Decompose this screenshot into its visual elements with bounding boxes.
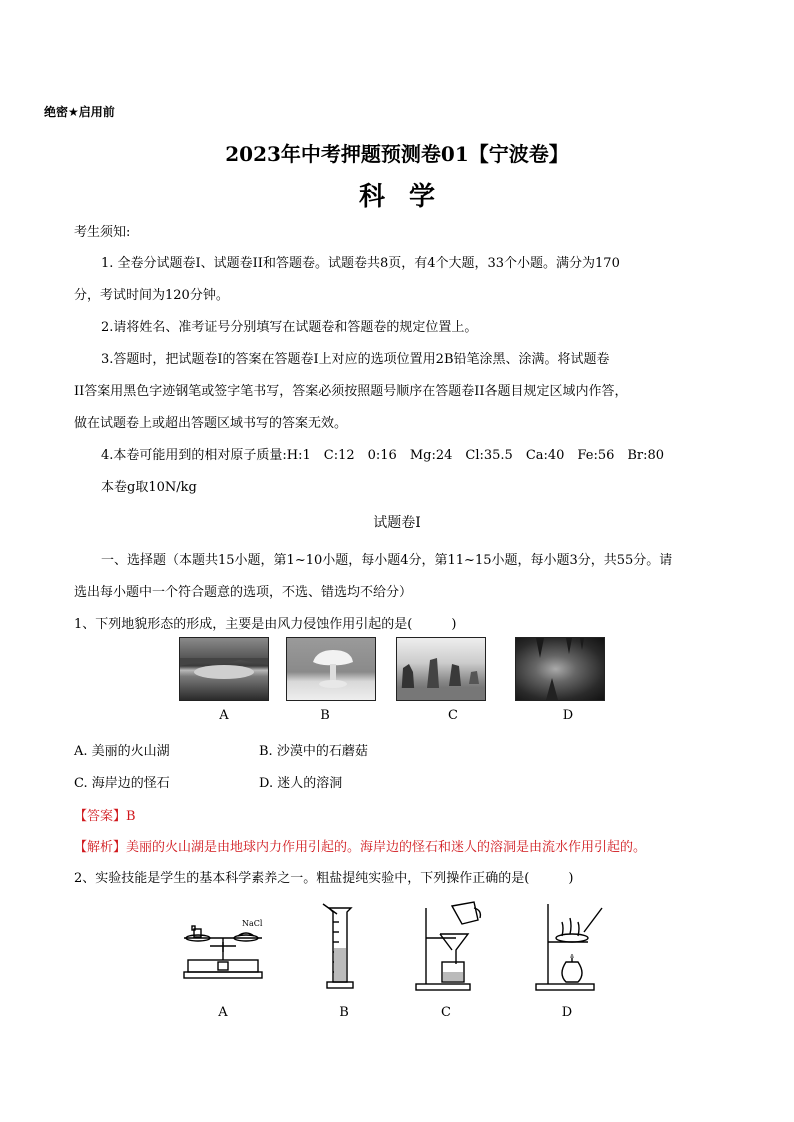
- notice-item-1: 1. 全卷分试题卷I、试题卷II和答题卷。试题卷共8页，有4个大题，33个小题。满分为170: [101, 256, 620, 271]
- question-2-stem: 2、实验技能是学生的基本科学素养之一。粗盐提纯实验中，下列操作正确的是( ): [74, 871, 574, 886]
- q1-answer: 【答案】B: [74, 809, 136, 824]
- notice-item-3-cont: II答案用黑色字迹钢笔或签字笔书写，答案必须按照题号顺序在答题卷II各题目规定区域内作答，: [74, 384, 628, 399]
- notice-item-3-end: 做在试题卷上或超出答题区域书写的答案无效。: [74, 416, 348, 431]
- q1-image-label-c: C: [448, 708, 458, 723]
- notice-item-1-cont: 分，考试时间为120分钟。: [74, 288, 229, 303]
- evaporation-apparatus: [530, 898, 610, 994]
- q1-option-b[interactable]: B. 沙漠中的石蘑菇: [259, 744, 368, 759]
- q2-image-label-d: D: [561, 1005, 573, 1020]
- subject-title: 科学: [358, 182, 459, 212]
- filtration-apparatus: [412, 898, 490, 994]
- q1-image-label-a: A: [219, 708, 229, 723]
- notice-item-3: 3.答题时，把试题卷I的答案在答题卷I上对应的选项位置用2B铅笔涂黑、涂满。将试题卷: [101, 352, 610, 367]
- balance-scale-apparatus: [180, 912, 266, 988]
- notice-item-5: 本卷g取10N/kg: [101, 480, 197, 495]
- section-intro-cont: 选出每小题中一个符合题意的选项，不选、错选均不给分）: [74, 585, 413, 600]
- q2-image-label-a: A: [218, 1005, 228, 1020]
- question-1-stem: 1、下列地貌形态的形成，主要是由风力侵蚀作用引起的是( ): [74, 617, 457, 632]
- section-title: 试题卷I: [373, 515, 421, 531]
- q1-analysis: 【解析】美丽的火山湖是由地球内力作用引起的。海岸边的怪石和迷人的溶洞是由流水作用引起的。: [74, 840, 647, 855]
- q1-image-label-d: D: [562, 708, 574, 723]
- q1-image-label-b: B: [320, 708, 330, 723]
- page-title: 2023年中考押题预测卷01【宁波卷】: [225, 142, 569, 166]
- notice-heading: 考生须知:: [74, 225, 131, 240]
- nacl-label: NaCl: [242, 919, 263, 928]
- graduated-cylinder-apparatus: [315, 902, 365, 994]
- notice-item-2: 2.请将姓名、准考证号分别填写在试题卷和答题卷的规定位置上。: [101, 320, 478, 335]
- volcanic-lake-photo: [179, 637, 269, 701]
- sea-stacks-photo: [396, 637, 486, 701]
- q1-option-d[interactable]: D. 迷人的溶洞: [259, 776, 343, 791]
- section-intro: 一、选择题（本题共15小题，第1~10小题，每小题4分，第11~15小题，每小题3分，共55分。请: [101, 553, 673, 568]
- notice-item-4: 4.本卷可能用到的相对原子质量:H:1 C:12 0:16 Mg:24 Cl:35.5 Ca:40 Fe:56 Br:80: [101, 448, 665, 463]
- karst-cave-photo: [515, 637, 605, 701]
- q1-option-c[interactable]: C. 海岸边的怪石: [74, 776, 170, 791]
- secret-mark: 绝密★启用前: [44, 105, 115, 119]
- q2-image-label-b: B: [339, 1005, 349, 1020]
- q2-image-label-c: C: [441, 1005, 451, 1020]
- mushroom-rock-photo: [286, 637, 376, 701]
- q1-option-a[interactable]: A. 美丽的火山湖: [74, 744, 170, 759]
